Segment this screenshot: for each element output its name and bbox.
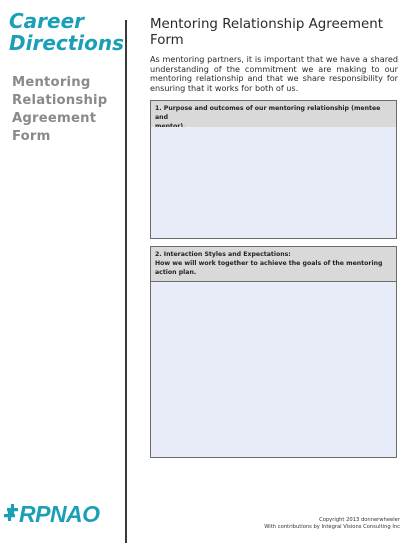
page-title-line1: Mentoring Relationship Agreement <box>150 17 384 32</box>
sidebar-heading-line: Agreement <box>12 111 97 126</box>
sidebar-heading <box>12 74 120 146</box>
brand-title-line2: Directions <box>9 31 125 55</box>
footer-contributions: With contributions by Integral Visions Consulting Inc <box>264 524 400 530</box>
logo-wordmark: RPNAO <box>19 501 100 526</box>
brand-title <box>9 10 123 54</box>
section-interaction-styles <box>150 246 397 458</box>
footer-copyright: Copyright 2013 donnerwheeler <box>319 517 400 523</box>
rpnao-logo <box>4 500 122 526</box>
sidebar-heading-line: Mentoring <box>12 75 91 90</box>
brand-title-line1: Career <box>9 9 85 33</box>
cross-plus-icon <box>4 504 18 521</box>
sidebar-heading-line: Relationship <box>12 93 108 108</box>
rpnao-logo-graphic <box>4 500 122 526</box>
section-header-line: 2. Interaction Styles and Expectations: <box>155 251 291 258</box>
section-header-line: action plan. <box>155 269 197 276</box>
footer <box>200 517 400 531</box>
sidebar-heading-line: Form <box>12 129 51 144</box>
section-header-line: How we will work together to achieve the goals of the mentoring <box>155 260 383 267</box>
purpose-answer-field[interactable] <box>151 127 396 238</box>
interaction-answer-field[interactable] <box>151 283 396 457</box>
page-title-line2: Form <box>150 33 184 48</box>
vertical-divider <box>125 20 127 543</box>
section-purpose <box>150 100 397 239</box>
page-title <box>150 17 400 49</box>
section-header <box>151 247 396 282</box>
intro-paragraph: As mentoring partners, it is important that we have a shared understanding of the commitment we are making to our mentoring relationship and that we share responsibility for ensuring that it works for both of us. <box>150 54 398 93</box>
sidebar <box>0 0 125 545</box>
section-header-line: 1. Purpose and outcomes of our mentoring relationship (mentee and <box>155 105 381 121</box>
